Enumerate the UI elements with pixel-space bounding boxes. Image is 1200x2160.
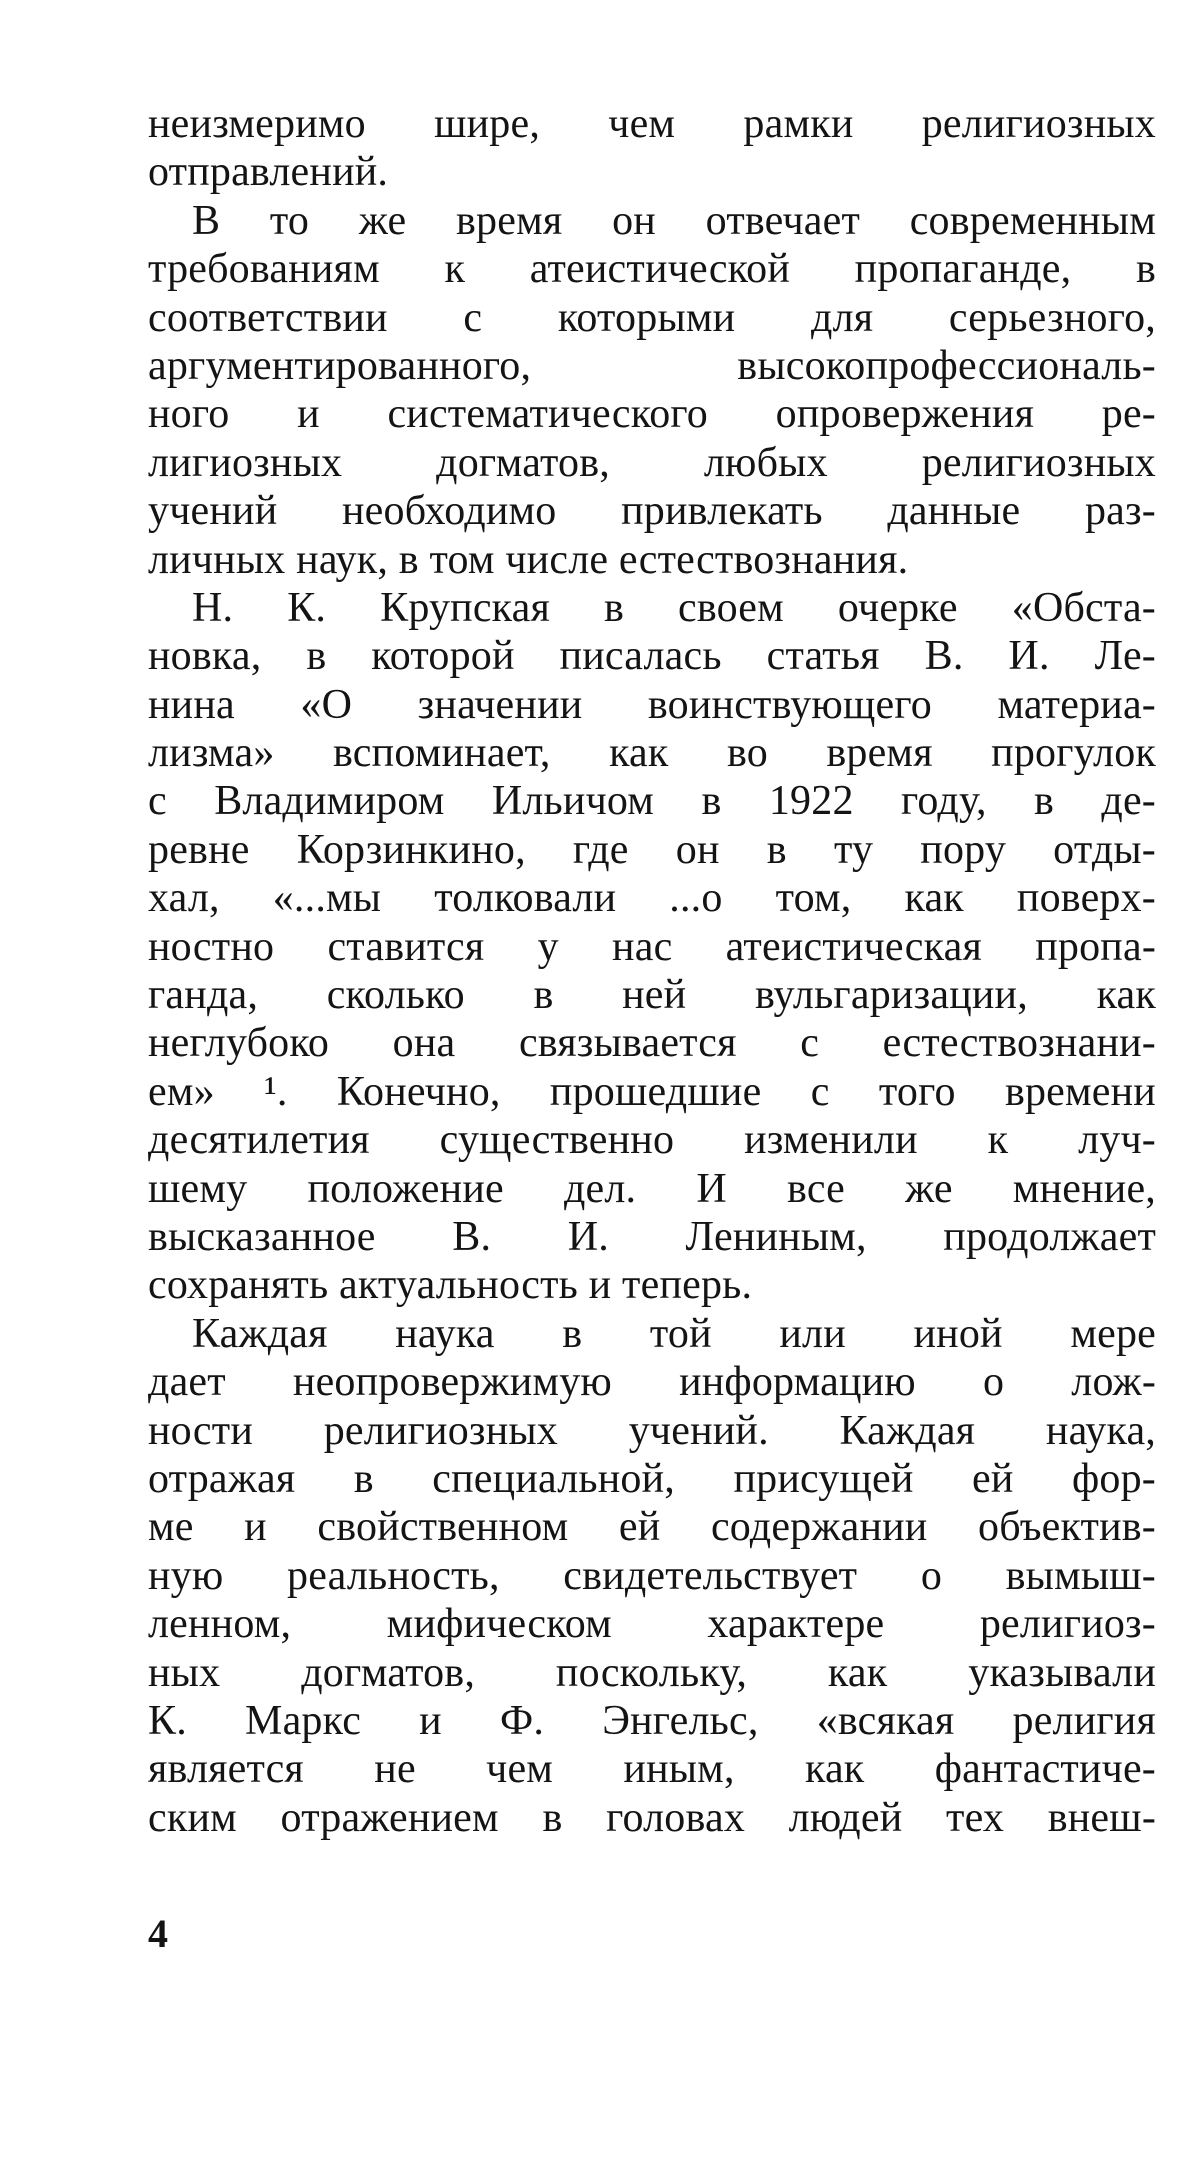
text-line: отражая в специальной, присущей ей фор- [148, 1455, 1156, 1502]
text-line: дает неопровержимую информацию о лож- [148, 1359, 1156, 1406]
paragraph [148, 584, 1156, 1310]
text-line: ного и систематического опровержения ре- [148, 391, 1156, 438]
text-line: лигиозных догматов, любых религиозных [148, 439, 1156, 486]
text-line: Н. К. Крупская в своем очерке «Обста- [192, 584, 1156, 631]
paragraph [148, 197, 1156, 584]
text-line: ных догматов, поскольку, как указывали [148, 1649, 1156, 1696]
text-line: ленном, мифическом характере религиоз- [148, 1601, 1156, 1648]
text-line: ностно ставится у нас атеистическая пропа- [148, 923, 1156, 970]
text-line: учений необходимо привлекать данные раз- [148, 488, 1156, 535]
text-line: Каждая наука в той или иной мере [192, 1310, 1156, 1357]
text-line: неизмеримо шире, чем рамки религиозных [148, 101, 1156, 147]
text-line: соответствии с которыми для серьезного, [148, 294, 1156, 341]
paragraph [148, 100, 1156, 197]
text-line: ную реальность, свидетельствует о вымыш- [148, 1552, 1156, 1599]
text-line: лизма» вспоминает, как во время прогулок [148, 730, 1156, 777]
text-line: хал, «...мы толковали ...о том, как поверх- [148, 875, 1156, 922]
text-line: требованиям к атеистической пропаганде, в [148, 246, 1156, 293]
page-number: 4 [148, 1911, 168, 1956]
text-line: является не чем иным, как фантастиче- [148, 1746, 1156, 1793]
text-line: К. Маркс и Ф. Энгельс, «всякая религия [148, 1697, 1156, 1744]
text-line: шему положение дел. И все же мнение, [148, 1165, 1156, 1212]
text-line: высказанное В. И. Лениным, продолжает [148, 1213, 1156, 1260]
text-line: ности религиозных учений. Каждая наука, [148, 1407, 1156, 1454]
paragraph [148, 1310, 1156, 1842]
text-line: ревне Корзинкино, где он в ту пору отды- [148, 826, 1156, 873]
text-line: отправлений. [148, 149, 389, 196]
text-line: неглубоко она связывается с естествознани- [148, 1020, 1156, 1067]
text-line: В то же время он отвечает современным [192, 197, 1156, 244]
text-line: личных наук, в том числе естествознания. [148, 536, 909, 583]
text-line: новка, в которой писалась статья В. И. Ле- [148, 633, 1156, 680]
text-line: с Владимиром Ильичом в 1922 году, в де- [148, 778, 1156, 825]
text-line: ским отражением в головах людей тех внеш- [148, 1794, 1156, 1841]
text-line: ме и свойственном ей содержании объектив- [148, 1504, 1156, 1551]
text-line: аргументированного, высокопрофессиональ- [148, 342, 1156, 389]
text-line: ем» ¹. Конечно, прошедшие с того времени [148, 1068, 1156, 1115]
text-line: десятилетия существенно изменили к луч- [148, 1117, 1156, 1164]
text-line: нина «О значении воинствующего материа- [148, 681, 1156, 728]
body-text [148, 100, 1156, 1842]
text-line: ганда, сколько в ней вульгаризации, как [148, 972, 1156, 1019]
text-line: сохранять актуальность и теперь. [148, 1262, 753, 1309]
